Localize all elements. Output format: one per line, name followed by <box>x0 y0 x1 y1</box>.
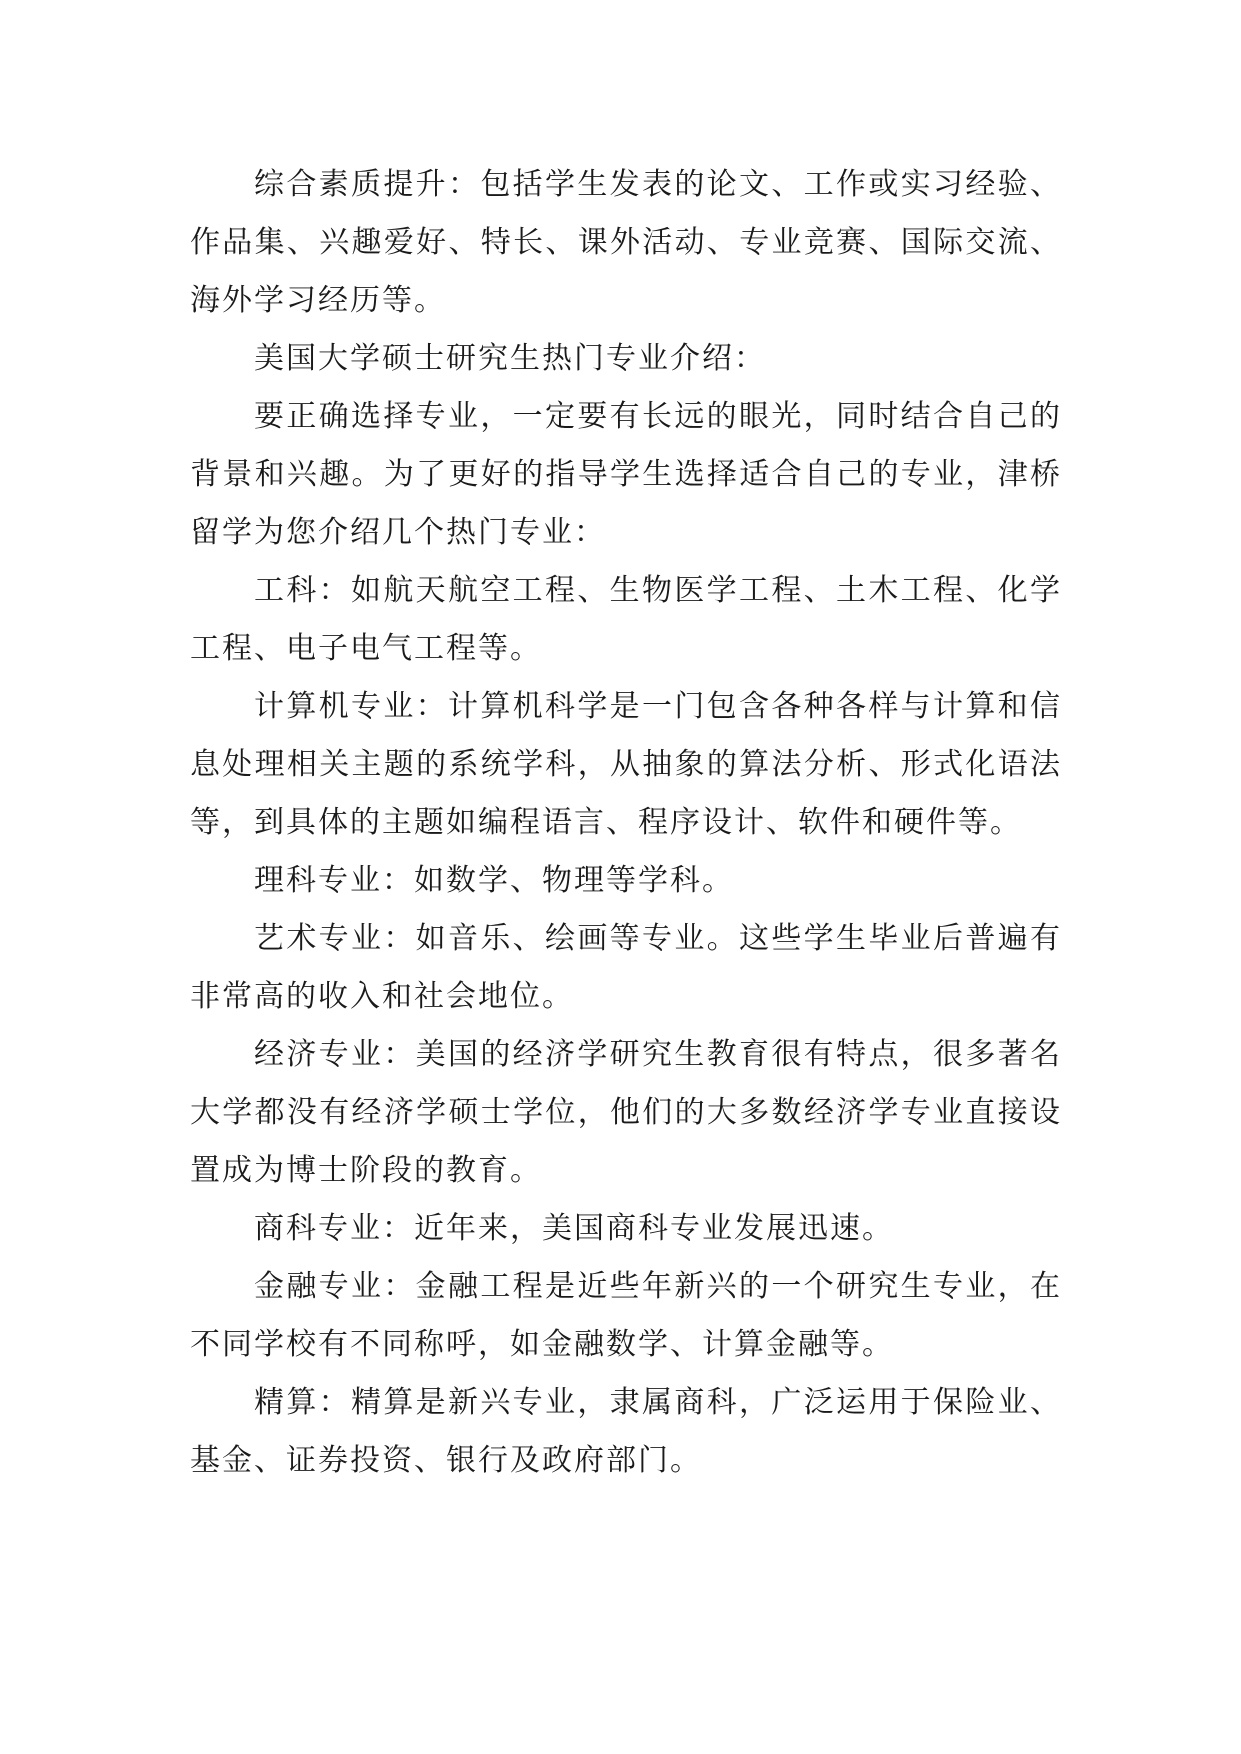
paragraph-economics: 经济专业：美国的经济学研究生教育很有特点，很多著名大学都没有经济学硕士学位，他们的大多数经济学专业直接设置成为博士阶段的教育。 <box>190 1037 1062 1188</box>
paragraph-engineering: 工科：如航天航空工程、生物医学工程、土木工程、化学工程、电子电气工程等。 <box>190 573 1062 666</box>
paragraph-finance: 金融专业：金融工程是近些年新兴的一个研究生专业，在不同学校有不同称呼，如金融数学、计算金融等。 <box>190 1269 1062 1362</box>
paragraph-popular-majors-heading: 美国大学硕士研究生热门专业介绍： <box>254 341 766 376</box>
paragraph-choosing-major: 要正确选择专业，一定要有长远的眼光，同时结合自己的背景和兴趣。为了更好的指导学生选择适合自己的专业，津桥留学为您介绍几个热门专业： <box>190 399 1062 550</box>
paragraph-comprehensive-quality: 综合素质提升：包括学生发表的论文、工作或实习经验、作品集、兴趣爱好、特长、课外活动、专业竞赛、国际交流、海外学习经历等。 <box>190 167 1062 318</box>
document-body <box>190 156 1062 1490</box>
paragraph-actuarial: 精算：精算是新兴专业，隶属商科，广泛运用于保险业、基金、证券投资、银行及政府部门。 <box>190 1385 1062 1478</box>
paragraph-computer-science: 计算机专业：计算机科学是一门包含各种各样与计算和信息处理相关主题的系统学科，从抽象的算法分析、形式化语法等，到具体的主题如编程语言、程序设计、软件和硬件等。 <box>190 689 1062 840</box>
paragraph-business: 商科专业：近年来，美国商科专业发展迅速。 <box>254 1211 894 1246</box>
paragraph-arts: 艺术专业：如音乐、绘画等专业。这些学生毕业后普遍有非常高的收入和社会地位。 <box>190 921 1062 1014</box>
paragraph-science: 理科专业：如数学、物理等学科。 <box>254 863 734 898</box>
